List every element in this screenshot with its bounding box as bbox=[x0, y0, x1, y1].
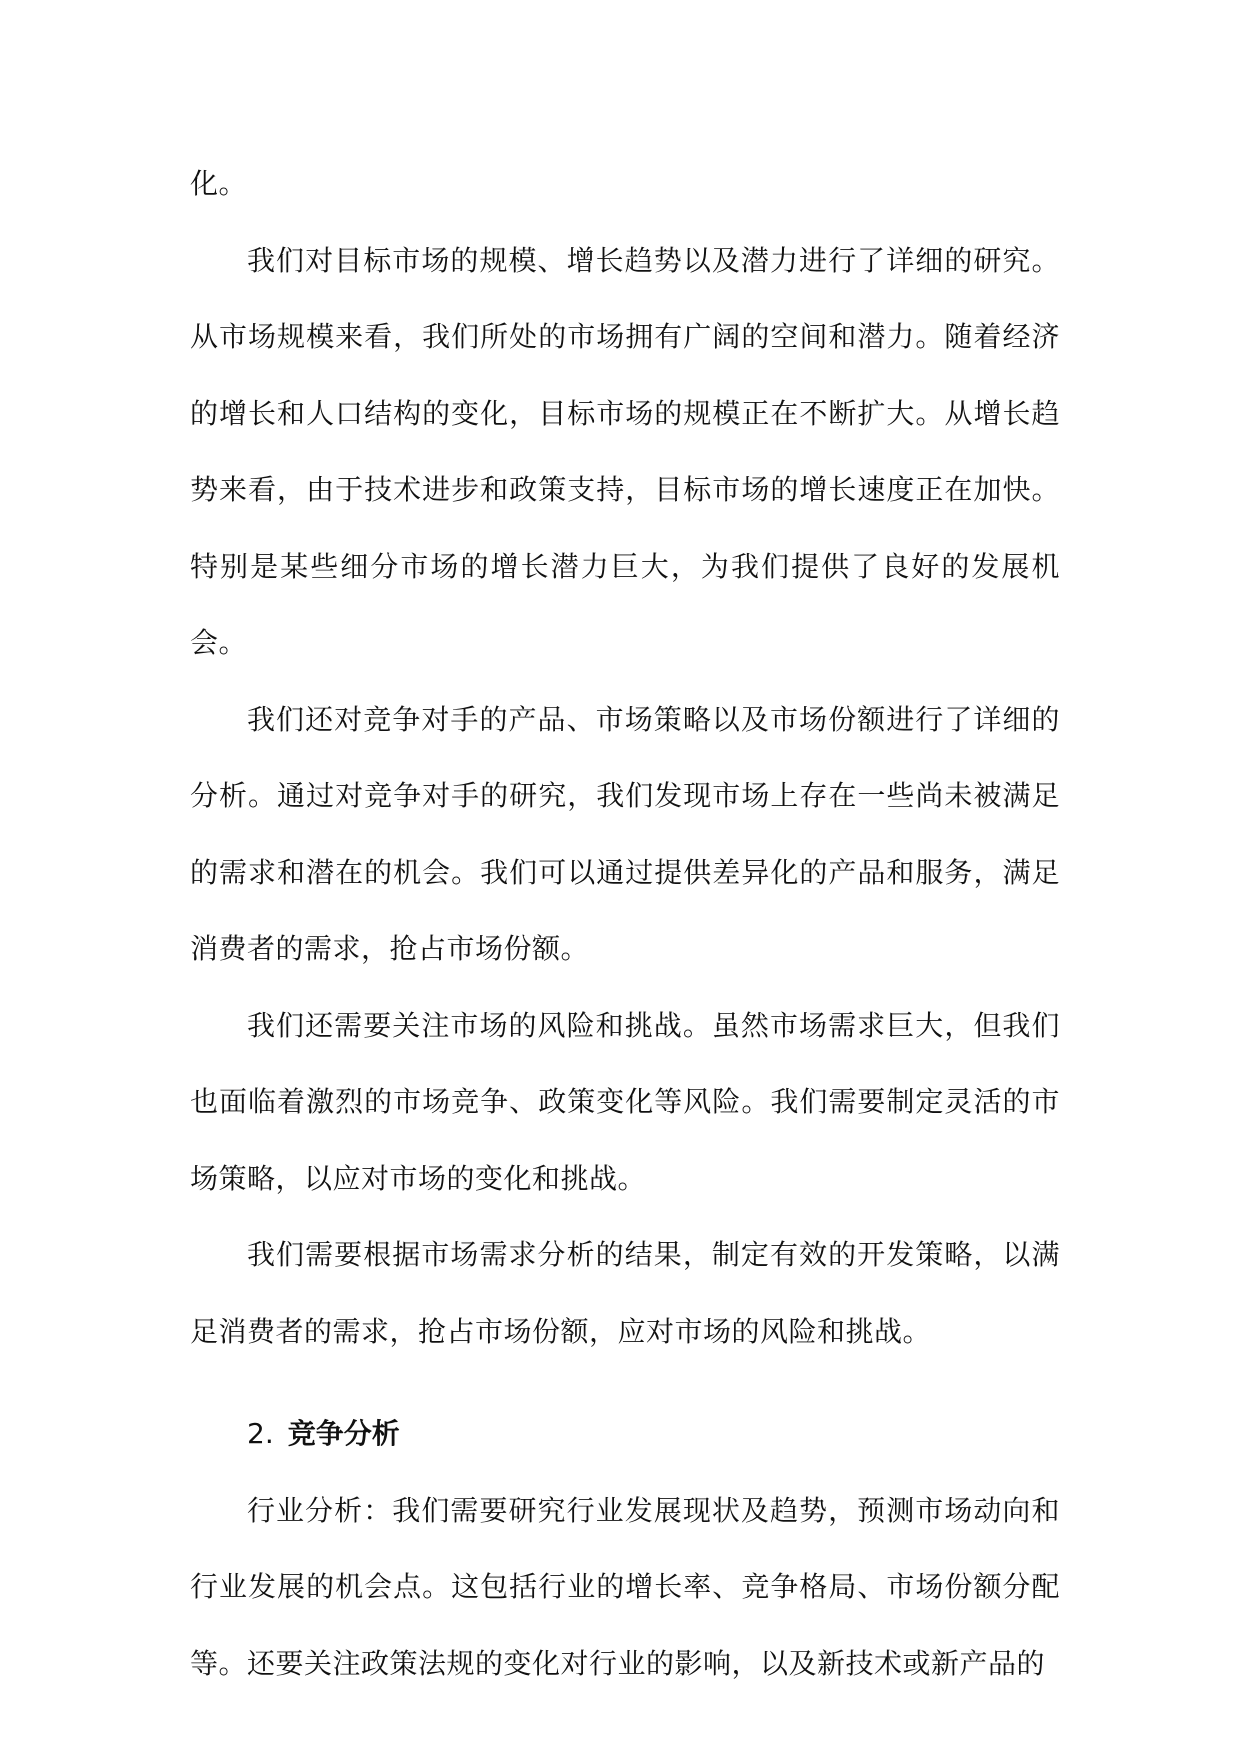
paragraph-strategy: 我们需要根据市场需求分析的结果，制定有效的开发策略，以满足消费者的需求，抢占市场份额，应对市场的风险和挑战。 bbox=[190, 1238, 1060, 1348]
page-content bbox=[190, 146, 1060, 1702]
paragraph-market-size: 我们对目标市场的规模、增长趋势以及潜力进行了详细的研究。从市场规模来看，我们所处的市场拥有广阔的空间和潜力。随着经济的增长和人口结构的变化，目标市场的规模正在不断扩大。从增长趋势来看，由于技术进步和政策支持，目标市场的增长速度正在加快。特别是某些细分市场的增长潜力巨大，为我们提供了良好的发展机会。 bbox=[190, 243, 1060, 659]
paragraph-competitors: 我们还对竞争对手的产品、市场策略以及市场份额进行了详细的分析。通过对竞争对手的研究，我们发现市场上存在一些尚未被满足的需求和潜在的机会。我们可以通过提供差异化的产品和服务，满足消费者的需求，抢占市场份额。 bbox=[190, 702, 1060, 965]
section-number: 2. bbox=[247, 1417, 274, 1450]
paragraph-industry-analysis: 行业分析：我们需要研究行业发展现状及趋势，预测市场动向和行业发展的机会点。这包括行业的增长率、竞争格局、市场份额分配等。还要关注政策法规的变化对行业的影响，以及新技术或新产品的 bbox=[190, 1493, 1060, 1680]
section-title: 竞争分析 bbox=[287, 1417, 400, 1450]
section-heading bbox=[190, 1396, 1060, 1473]
paragraph-risks: 我们还需要关注市场的风险和挑战。虽然市场需求巨大，但我们也面临着激烈的市场竞争、政策变化等风险。我们需要制定灵活的市场策略，以应对市场的变化和挑战。 bbox=[190, 1008, 1060, 1195]
paragraph-continuation: 化。 bbox=[190, 167, 248, 200]
